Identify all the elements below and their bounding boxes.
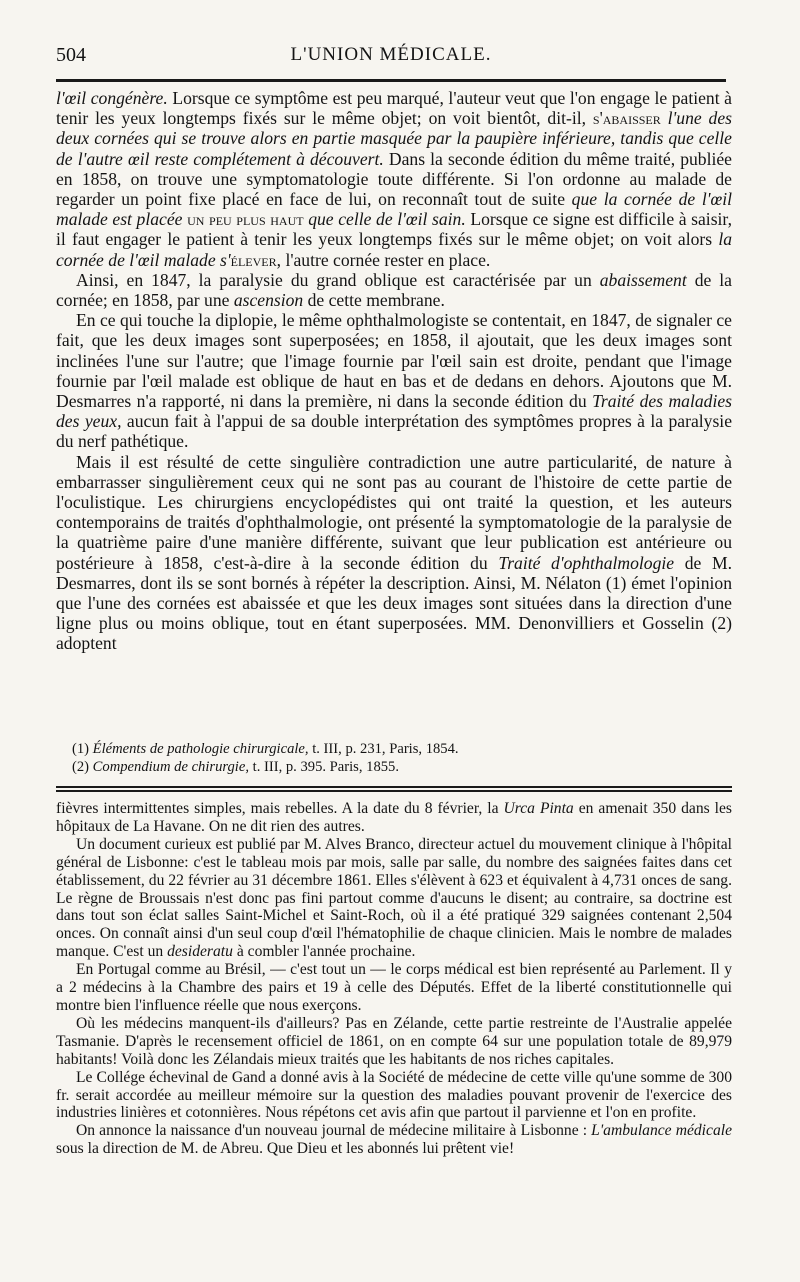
- italic-text: L'ambulance médicale: [591, 1122, 732, 1140]
- text-span: Un document curieux est publié par M. Alves Branco, directeur actuel du mouvement clinique à l'hôpital général de Lisbonne: c'est le tableau mois par mois, salle par salle, du nombre des saignées faites dans cet établissement, du 22 février au 31 décembre 1861. Elles s'élèvent à 623 et équivalent à 4,731 onces de sang. Le règne de Broussais n'est donc pas fini partout comme d'aucuns le disent; au contraire, sa doctrine est dans tout son éclat salles Saint-Michel et Saint-Roch, où il a été pratiqué 329 saignées contenant 2,504 onces. On connaît ainsi d'un seul coup d'œil l'hématophilie de chaque clinicien. Mais le nombre de malades manque. C'est un: [56, 835, 732, 961]
- text-span: Lorsque ce symptôme est peu marqué, l'auteur veut que l'on engage le patient à tenir les yeux longtemps fixés sur le même objet; on voit bientôt, dit-il,: [56, 88, 732, 129]
- feuilleton-body: [56, 800, 732, 1158]
- paragraph: [56, 836, 732, 961]
- page-number: 504: [56, 44, 86, 66]
- footnote-title: Éléments de pathologie chirurgicale,: [92, 741, 309, 757]
- footnote-text: t. III, p. 231, Paris, 1854.: [308, 741, 459, 757]
- text-span: en amenait 350 dans les hôpitaux de La Havane. On ne dit rien des autres.: [56, 800, 732, 835]
- footnotes: [56, 740, 732, 776]
- text-span: Lorsque ce signe est difficile à saisir, il faut engager le patient à tenir les yeux longtemps fixés sur le même objet; on voit alors: [56, 209, 732, 250]
- italic-text: ascension: [233, 290, 304, 311]
- footnote-2: [56, 758, 732, 776]
- article-body: [56, 88, 732, 654]
- page-header: [56, 44, 726, 76]
- section-divider: [56, 786, 732, 792]
- italic-text: que la cornée de l'œil malade est placée: [56, 189, 732, 230]
- italic-text: Traité des maladies des yeux,: [56, 391, 732, 432]
- text-span: de la cornée; en 1858, par une: [56, 269, 732, 311]
- italic-text: Traité d'ophthalmologie: [498, 552, 675, 573]
- header-rule: [56, 79, 726, 82]
- paragraph: [56, 310, 732, 451]
- small-caps-text: s'abaisser: [592, 108, 661, 129]
- text-span: de M. Desmarres, dont ils se sont bornés à répéter la description. Ainsi, M. Nélaton (1) émet l'opinion que l'une des cornées est abaissée et que les deux images sont situées dans la direction d'une ligne plus ou moins oblique, tout en étant superposées. MM. Denonvilliers et Gosselin (2) adoptent: [56, 552, 732, 654]
- text-span: à combler l'année prochaine.: [232, 943, 416, 961]
- italic-text: desideratu: [167, 943, 233, 961]
- running-title: L'UNION MÉDICALE.: [290, 44, 492, 65]
- text-span: aucun fait à l'appui de sa double interprétation des symptômes propres à la paralysie du nerf pathétique.: [56, 411, 732, 452]
- text-span: , l'autre cornée rester en place.: [276, 249, 491, 270]
- text-span: Mais il est résulté de cette singulière contradiction une autre particularité, de nature à embarrasser singulièrement ceux qui ne sont pas au courant de l'histoire de cette partie de l'oculistique. Les chirurgiens encyclopédistes qui ont traité la question, et les auteurs contemporains de traités d'ophthalmologie, ont présenté la symptomatologie de la paralysie de la quatrième paire d'une manière différente, suivant que leur publication est antérieure ou postérieure à 1858, c'est-à-dire à la seconde édition du: [56, 451, 732, 573]
- paragraph: [56, 800, 732, 836]
- footnote-title: Compendium de chirurgie,: [92, 759, 249, 775]
- footnote-number: (1): [72, 741, 93, 757]
- italic-text: l'une des deux cornées qui se trouve alors en partie masquée par la paupière inférieure, tandis que celle de l'autre œil reste complétement à découvert.: [56, 108, 732, 169]
- paragraph: Le Collége échevinal de Gand a donné avis à la Société de médecine de cette ville qu'une somme de 300 fr. serait accordée au meilleur mémoire sur la question des maladies pouvant provenir de l'exercice des industries linières et cotonnières. Nous répétons cet avis afin que partout il parvienne et l'on en profite.: [56, 1068, 732, 1122]
- italic-text: la cornée de l'œil malade s': [56, 229, 732, 270]
- text-span: Dans la seconde édition du même traité, publiée en 1858, on trouve une symptomatologie toute différente. Si l'on ordonne au malade de regarder un point fixe placé en face de lui, on reconnaît tout de suite: [56, 148, 732, 210]
- italic-text: l'œil congénère.: [56, 88, 168, 108]
- italic-text: Urca Pinta: [503, 800, 574, 817]
- text-span: fièvres intermittentes simples, mais rebelles. A la date du 8 février, la: [56, 800, 504, 817]
- footnote-1: [56, 740, 732, 758]
- italic-text: abaissement: [599, 269, 687, 290]
- italic-text: que celle de l'œil sain.: [303, 209, 466, 230]
- paragraph: En Portugal comme au Brésil, — c'est tout un — le corps médical est bien représenté au Parlement. Il y a 2 médecins à la Chambre des pairs et 19 à celle des Députés. Effet de la liberté constitutionnelle qui montre bien l'influence réelle que nous exerçons.: [56, 961, 732, 1014]
- text-span: de cette membrane.: [303, 290, 445, 311]
- paragraph: [56, 452, 732, 654]
- text-span: On annonce la naissance d'un nouveau journal de médecine militaire à Lisbonne :: [76, 1122, 592, 1140]
- text-span: Ainsi, en 1847, la paralysie du grand oblique est caractérisée par un: [76, 269, 600, 290]
- text-span: sous la direction de M. de Abreu. Que Dieu et les abonnés lui prêtent vie!: [56, 1140, 515, 1158]
- paragraph: [56, 1122, 732, 1158]
- small-caps-text: un peu plus haut: [182, 209, 304, 230]
- paragraph: [56, 88, 732, 270]
- small-caps-text: élever: [230, 249, 277, 270]
- paragraph: Où les médecins manquent-ils d'ailleurs? Pas en Zélande, cette partie restreinte de l'Australie appelée Tasmanie. D'après le recensement officiel de 1861, on en compte 64 sur une population totale de 89,979 habitants! Voilà donc les Zélandais mieux traités que les habitants de nos riches capitales.: [56, 1014, 732, 1068]
- footnote-text: t. III, p. 395. Paris, 1855.: [249, 759, 399, 775]
- paragraph: [56, 270, 732, 310]
- footnote-number: (2): [72, 759, 93, 775]
- text-span: En ce qui touche la diplopie, le même ophthalmologiste se contentait, en 1847, de signaler ce fait, que les deux images sont superposées; en 1858, il ajoutait, que les deux images sont inclinées l'une sur l'autre; que l'image fournie par l'œil sain est droite, pendant que l'image fournie par l'œil malade est oblique de haut en bas et de dedans en dehors. Ajoutons que M. Desmarres n'a rapporté, ni dans la première, ni dans la seconde édition du: [56, 310, 732, 412]
